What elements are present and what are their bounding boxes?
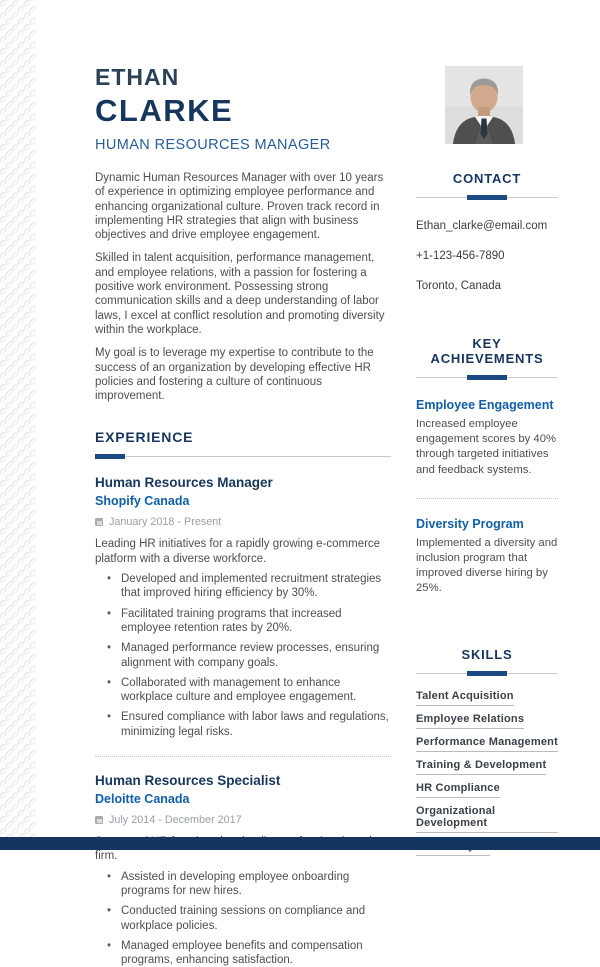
profile-photo [445,66,523,144]
job-dates: January 2018 - Present [109,516,222,529]
job-entry [95,475,391,739]
section-accent-bar [95,454,125,459]
company-name: Shopify Canada [95,494,190,509]
achievements-heading: KEY ACHIEVEMENTS [430,336,544,366]
job-bullet: • Ensured compliance with labor laws and regulations, minimizing legal risks. [95,710,391,739]
first-name: ETHAN [95,64,180,90]
section-divider-line [416,195,558,200]
section-accent-bar [467,671,507,676]
footer-accent-bar [0,837,600,850]
resume-header [0,0,600,153]
achievement-title: Employee Engagement [416,398,554,412]
job-bullet: • Collaborated with management to enhance workplace culture and employee engagement. [95,676,391,705]
job-entry [95,773,391,967]
job-bullet: • Assisted in developing employee onboarding programs for new hires. [95,870,391,899]
dotted-divider [95,756,391,757]
skill-item: HR Compliance [416,782,500,798]
job-intro: firm. [95,850,118,863]
skill-item: Performance Management [416,736,558,752]
contact-location: Toronto, Canada [416,280,502,292]
job-bullet-list [95,870,391,967]
summary-paragraph: My goal is to leverage my expertise to contribute to the success of an organization by developing effective HR policies and fostering a culture of continuous improvement. [95,347,374,403]
achievement-item [416,517,558,597]
last-name: CLARKE [95,93,234,128]
summary-section [95,171,391,403]
job-bullet: • Managed employee benefits and compensation programs, enhancing satisfaction. [95,939,391,967]
skill-item: Training & Development [416,759,546,775]
skill-item: Organizational Development [416,805,558,833]
header-job-title: HUMAN RESOURCES MANAGER [95,137,331,153]
calendar-icon [95,816,103,824]
job-bullet-list [95,572,391,739]
contact-phone: +1-123-456-7890 [416,250,505,262]
dotted-divider [416,498,558,499]
skill-item: Talent Acquisition [416,690,514,706]
experience-heading: EXPERIENCE [95,429,194,446]
job-title: Human Resources Specialist [95,773,281,789]
portrait-illustration [445,66,523,144]
contact-email: Ethan_clarke@email.com [416,220,548,232]
section-divider-line [416,671,558,676]
achievements-section [416,336,558,597]
skills-section [416,647,558,856]
skill-item: Employee Relations [416,713,524,729]
job-bullet: • Managed performance review processes, ensuring alignment with company goals. [95,641,391,670]
skill-list [416,690,558,856]
calendar-icon [95,518,103,526]
decorative-edge-pattern [0,0,36,837]
summary-paragraph: Dynamic Human Resources Manager with over 10 years of experience in optimizing employee performance and enhancing organizational culture. Proven track record in implementing HR strategies that align with business objectives and drive employee engagement. [95,172,384,242]
achievement-item [416,398,558,478]
skills-heading: SKILLS [461,646,513,662]
date-row [95,516,391,528]
company-name: Deloitte Canada [95,792,190,807]
contact-heading: CONTACT [452,171,522,186]
section-divider-line [95,454,391,459]
job-bullet: • Facilitated training programs that increased employee retention rates by 20%. [95,607,391,636]
achievement-text: Increased employee engagement scores by 40% through targeted initiatives and feedback systems. [416,418,557,476]
date-row [95,814,391,826]
section-accent-bar [467,195,507,200]
job-intro: Leading HR initiatives for a rapidly growing e-commerce platform with a diverse workforce. [95,538,381,565]
section-divider-line [416,375,558,380]
experience-section [95,429,391,967]
job-dates: July 2014 - December 2017 [109,814,242,827]
summary-paragraph: Skilled in talent acquisition, performance management, and employee relations, with a passion for fostering a positive work environment. Possessing strong communication skills and a deep understanding of labor laws, I excel at conflict resolution and promoting diversity within the workplace. [95,252,385,336]
section-accent-bar [467,375,507,380]
name-block [95,64,331,153]
achievement-title: Diversity Program [416,516,524,531]
job-bullet: • Developed and implemented recruitment strategies that improved hiring efficiency by 30%. [95,572,391,601]
achievement-text: Implemented a diversity and inclusion program that improved diverse hiring by 25%. [416,536,558,595]
contact-section [416,171,558,292]
job-bullet: • Conducted training sessions on compliance and workplace policies. [95,904,391,933]
job-title: Human Resources Manager [95,475,273,491]
